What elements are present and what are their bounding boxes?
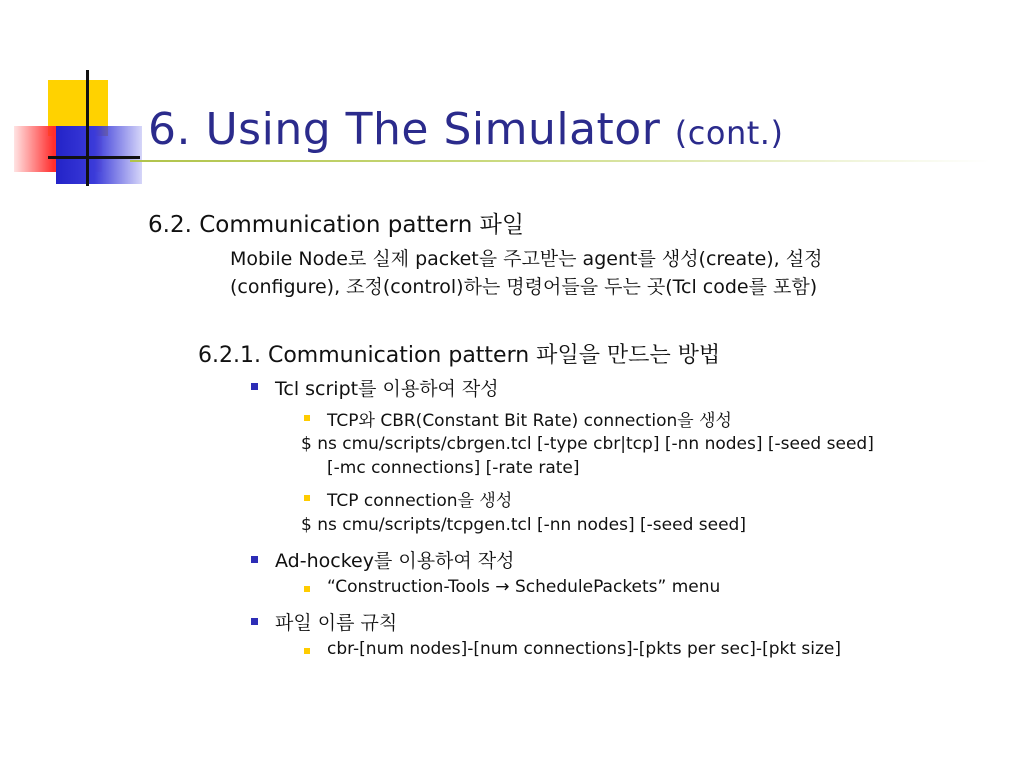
sublist-item-tcp-cbr: TCP와 CBR(Constant Bit Rate) connection을 생성 <box>327 411 732 431</box>
command-cbrgen-line-2: [-mc connections] [-rate rate] <box>327 458 580 478</box>
description-line-1: Mobile Node로 실제 packet을 주고받는 agent를 생성(create), 설정 <box>230 248 823 270</box>
bullet-icon <box>304 586 310 592</box>
slide-title <box>148 104 783 155</box>
bullet-icon <box>304 415 310 421</box>
bullet-icon <box>251 556 258 563</box>
bullet-icon <box>251 618 258 625</box>
sublist-item-tcp-connection: TCP connection을 생성 <box>327 491 513 511</box>
slide-logo-decoration <box>0 0 150 200</box>
list-item-file-naming: 파일 이름 규칙 <box>275 612 398 634</box>
bullet-icon <box>304 648 310 654</box>
title-underline <box>130 160 990 162</box>
section-heading: 6.2. Communication pattern 파일 <box>148 212 525 238</box>
list-item-ad-hockey: Ad-hockey를 이용하여 작성 <box>275 550 515 572</box>
vertical-line <box>86 70 89 186</box>
horizontal-line <box>48 156 140 159</box>
bullet-icon <box>251 383 258 390</box>
list-item-tcl-script: Tcl script를 이용하여 작성 <box>275 378 499 400</box>
sublist-item-naming-rule: cbr-[num nodes]-[num connections]-[pkts per sec]-[pkt size] <box>327 639 842 659</box>
description-line-2: (configure), 조정(control)하는 명령어들을 두는 곳(Tcl code를 포함) <box>230 276 818 298</box>
slide-title-suffix: (cont.) <box>674 114 784 152</box>
command-tcpgen: $ ns cmu/scripts/tcpgen.tcl [-nn nodes] [-seed seed] <box>301 515 746 535</box>
sublist-item-menu: “Construction-Tools → SchedulePackets” menu <box>327 577 721 597</box>
command-cbrgen-line-1: $ ns cmu/scripts/cbrgen.tcl [-type cbr|tcp] [-nn nodes] [-seed seed] <box>301 434 874 454</box>
bullet-icon <box>304 495 310 501</box>
slide-title-main: 6. Using The Simulator <box>148 104 661 155</box>
blue-square <box>56 126 142 184</box>
subsection-heading: 6.2.1. Communication pattern 파일을 만드는 방법 <box>198 343 721 368</box>
